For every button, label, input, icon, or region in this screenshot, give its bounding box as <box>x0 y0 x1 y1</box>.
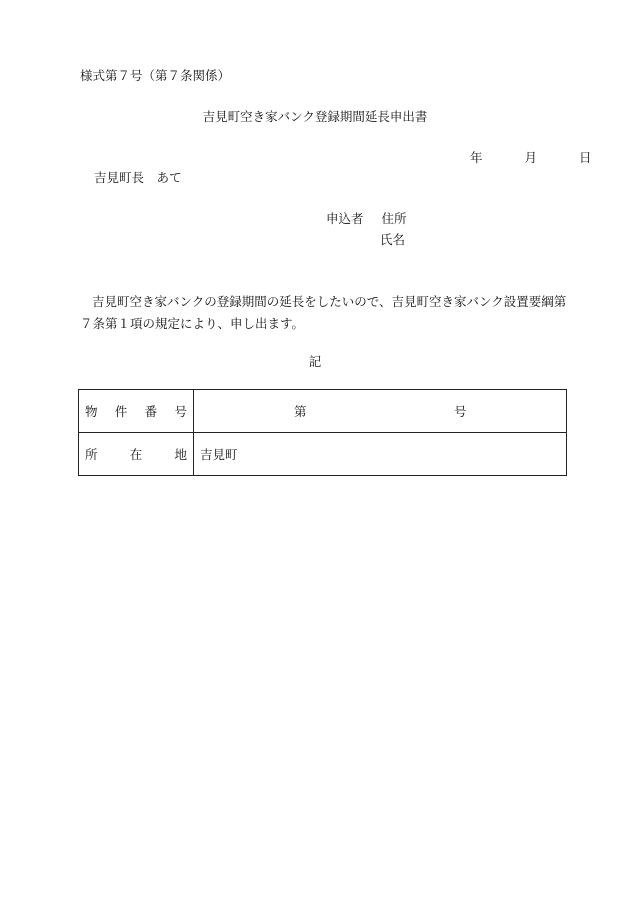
number-suffix: 号 <box>454 404 467 419</box>
label-char: 番 <box>144 404 158 419</box>
location-field[interactable]: 吉見町 <box>194 433 567 476</box>
name-label: 氏名 <box>380 232 406 247</box>
address-label: 住所 <box>381 211 407 226</box>
ki-heading: 記 <box>308 354 322 369</box>
property-number-field[interactable] <box>194 390 567 433</box>
date-line <box>470 148 591 166</box>
number-prefix: 第 <box>294 404 307 419</box>
document-title: 吉見町空き家バンク登録期間延長申出書 <box>202 109 428 124</box>
addressee: 吉見町長 あて <box>94 170 182 185</box>
form-number: 様式第７号（第７条関係） <box>80 68 231 83</box>
label-char: 所 <box>85 447 98 462</box>
label-char: 号 <box>174 404 187 419</box>
label-char: 物 <box>85 404 98 419</box>
table-row-property-number <box>79 390 567 433</box>
label-char: 件 <box>114 404 128 419</box>
date-year-label: 年 <box>470 150 483 165</box>
body-text: 吉見町空き家バンクの登録期間の延長をしたいので、吉見町空き家バンク設置要綱第７条第１項の規定により、申し出ます。 <box>80 294 567 331</box>
date-month-label: 月 <box>524 150 537 165</box>
label-char: 在 <box>129 447 143 462</box>
table-row-location <box>79 433 567 476</box>
applicant-label: 申込者 <box>326 211 364 226</box>
property-info-table <box>78 389 567 476</box>
label-char: 地 <box>174 447 187 462</box>
property-number-label <box>79 390 194 433</box>
location-label <box>79 433 194 476</box>
date-day-label: 日 <box>578 150 592 165</box>
applicant-address-line <box>326 209 407 227</box>
